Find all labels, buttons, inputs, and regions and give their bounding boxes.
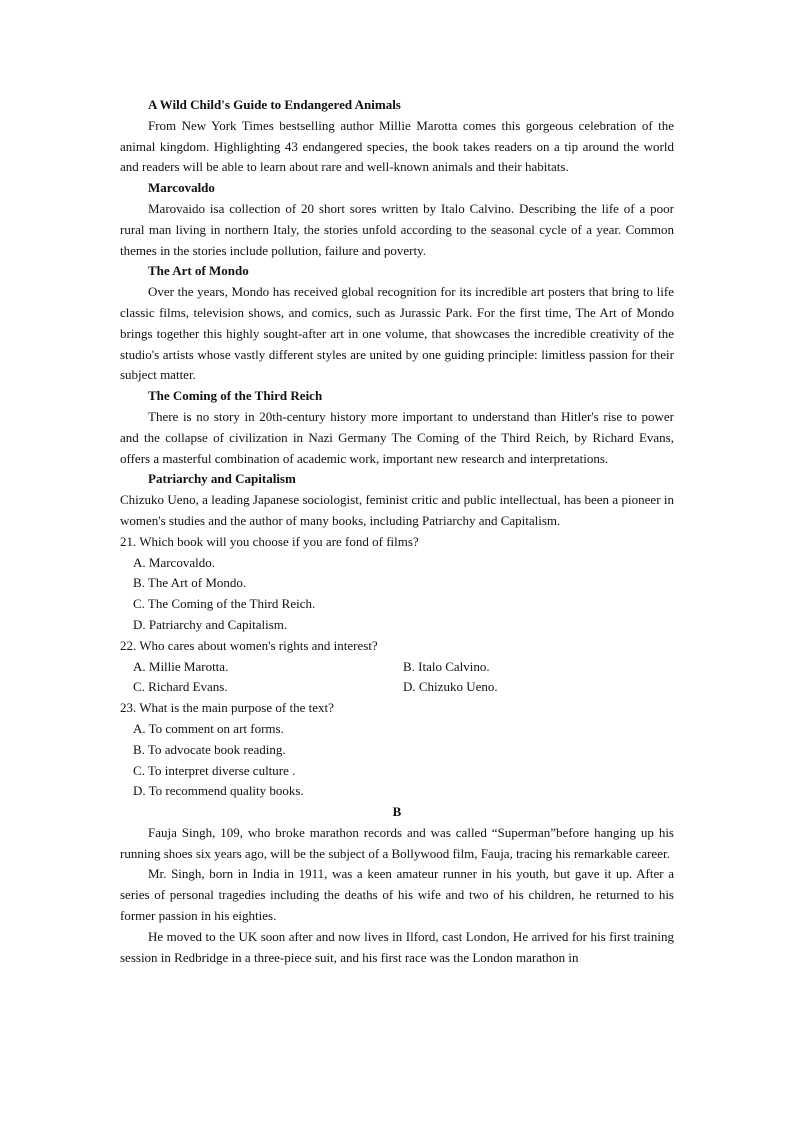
book-description-patriarchy: Chizuko Ueno, a leading Japanese sociologist, feminist critic and public intellectual, has been a pioneer in women's studies and the author of many books, including Patriarchy and Capitalism. [120, 492, 674, 528]
question-21-option-b: B. The Art of Mondo. [133, 575, 247, 591]
document-page [120, 95, 674, 968]
question-21-option-d: D. Patriarchy and Capitalism. [133, 616, 288, 632]
question-23-option-a: A. To comment on art forms. [133, 720, 284, 736]
question-22-options-row-1 [120, 657, 674, 678]
section-b-paragraph-1: Fauja Singh, 109, who broke marathon records and was called “Superman”before hanging up his running shoes six years ago, will be the subject of a Bollywood film, Fauja, tracing his remarkable career. [120, 824, 674, 861]
question-23-option-d: D. To recommend quality books. [133, 783, 304, 799]
question-23-stem: 23. What is the main purpose of the text? [120, 700, 334, 716]
book-description-wild-child: From New York Times bestselling author Millie Marotta comes this gorgeous celebration of the animal kingdom. Highlighting 43 endangered species, the book takes readers on a tip around the world and readers will be able to learn about rare and well-known animals and their habitats. [120, 117, 674, 175]
question-22-option-c: C. Richard Evans. [133, 679, 228, 695]
book-description-marcovaldo: Marovaido isa collection of 20 short sores written by Italo Calvino. Describing the life of a poor rural man living in northern Italy, the stories unfold according to the seasonal cycle of a year. Common themes in the stories include pollution, failure and poverty. [120, 200, 674, 258]
question-21-option-a: A. Marcovaldo. [133, 554, 215, 570]
question-22-option-b: B. Italo Calvino. [403, 658, 490, 674]
section-b-paragraph-2: Mr. Singh, born in India in 1911, was a keen amateur runner in his youth, but gave it up. After a series of personal tragedies including the deaths of his wife and two of his children, he returned to his former passion in his eighties. [120, 866, 674, 924]
book-title-third-reich: The Coming of the Third Reich [148, 388, 323, 404]
book-title-marcovaldo: Marcovaldo [148, 180, 215, 196]
question-22-stem: 22. Who cares about women's rights and interest? [120, 637, 378, 653]
question-23-option-b: B. To advocate book reading. [133, 741, 286, 757]
question-22-option-a: A. Millie Marotta. [133, 658, 229, 674]
book-title-wild-child: A Wild Child's Guide to Endangered Animals [148, 97, 401, 112]
question-23-option-c: C. To interpret diverse culture . [133, 762, 296, 778]
question-21-stem: 21. Which book will you choose if you are fond of films? [120, 533, 419, 549]
question-21-option-c: C. The Coming of the Third Reich. [133, 596, 316, 612]
book-title-patriarchy: Patriarchy and Capitalism [148, 471, 296, 487]
book-description-art-of-mondo: Over the years, Mondo has received global recognition for its incredible art posters that bring to life classic films, television shows, and comics, such as Jurassic Park. For the first time, The Art of Mondo brings together this highly sought-after art in one volume, that showcases the incredible creativity of the studio's artists whose vastly different styles are united by one guiding principle: limitless passion for their subject matter. [120, 284, 674, 383]
book-title-art-of-mondo: The Art of Mondo [148, 263, 249, 279]
book-description-third-reich: There is no story in 20th-century history more important to understand than Hitler's rise to power and the collapse of civilization in Nazi Germany The Coming of the Third Reich, by Richard Evans, offers a masterful combination of academic work, important new research and interpretations. [120, 408, 674, 466]
question-22-option-d: D. Chizuko Ueno. [403, 679, 498, 695]
section-b-paragraph-3: He moved to the UK soon after and now lives in Ilford, cast London, He arrived for his first training session in Redbridge in a three-piece suit, and his first race was the London marathon in [120, 928, 674, 965]
question-22-options-row-2 [120, 677, 674, 698]
section-b-heading: B [392, 804, 402, 820]
